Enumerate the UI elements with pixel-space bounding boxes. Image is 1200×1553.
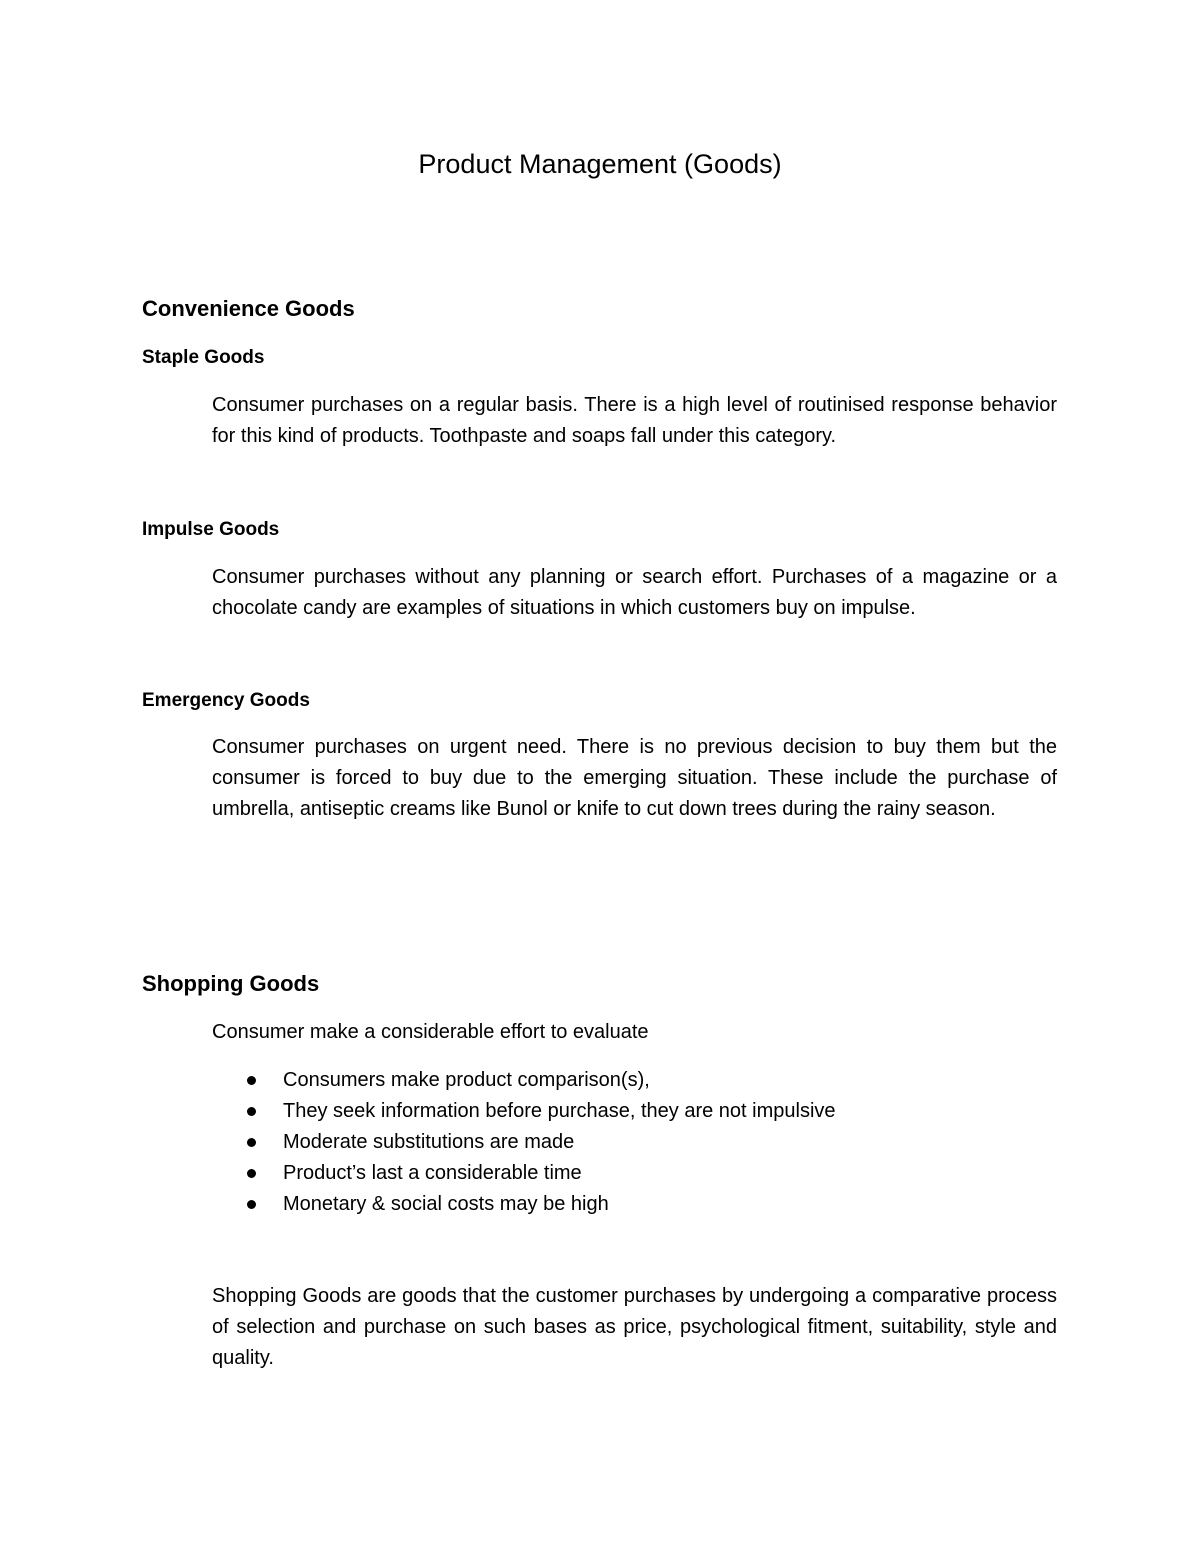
list-item-text: Consumers make product comparison(s), [283, 1069, 650, 1091]
list-item-text: Product’s last a considerable time [283, 1162, 582, 1184]
list-item [212, 1065, 1057, 1096]
paragraph-shopping-intro: Consumer make a considerable effort to evaluate [212, 1021, 649, 1043]
bullet-icon [247, 1169, 256, 1178]
list-item [212, 1127, 1057, 1158]
subheading-staple-goods: Staple Goods [142, 347, 265, 368]
subheading-emergency-goods: Emergency Goods [142, 690, 310, 711]
paragraph-impulse-goods: Consumer purchases without any planning or search effort. Purchases of a magazine or a chocolate candy are examples of situations in which customers buy on impulse. [212, 566, 1057, 619]
list-item [212, 1096, 1057, 1127]
section-heading-shopping-goods: Shopping Goods [142, 971, 320, 996]
paragraph-shopping-summary: Shopping Goods are goods that the customer purchases by undergoing a comparative process of selection and purchase on such bases as price, psychological fitment, suitability, style and quality. [212, 1285, 1057, 1369]
list-item-text: Moderate substitutions are made [283, 1131, 575, 1153]
subheading-impulse-goods: Impulse Goods [142, 519, 280, 540]
list-item [212, 1158, 1057, 1189]
bullet-list-shopping-traits [212, 1065, 1057, 1220]
bullet-icon [247, 1200, 256, 1209]
list-item-text: Monetary & social costs may be high [283, 1193, 609, 1215]
paragraph-staple-goods: Consumer purchases on a regular basis. There is a high level of routinised response behavior for this kind of products. Toothpaste and soaps fall under this category. [212, 394, 1057, 447]
bullet-icon [247, 1138, 256, 1147]
list-item [212, 1189, 1057, 1220]
section-heading-convenience-goods: Convenience Goods [142, 296, 355, 321]
list-item-text: They seek information before purchase, they are not impulsive [283, 1100, 836, 1122]
page-title: Product Management (Goods) [418, 149, 782, 179]
paragraph-emergency-goods: Consumer purchases on urgent need. There is no previous decision to buy them but the consumer is forced to buy due to the emerging situation. These include the purchase of umbrella, antiseptic creams like Bunol or knife to cut down trees during the rainy season. [212, 736, 1057, 820]
bullet-icon [247, 1107, 256, 1116]
bullet-icon [247, 1076, 256, 1085]
